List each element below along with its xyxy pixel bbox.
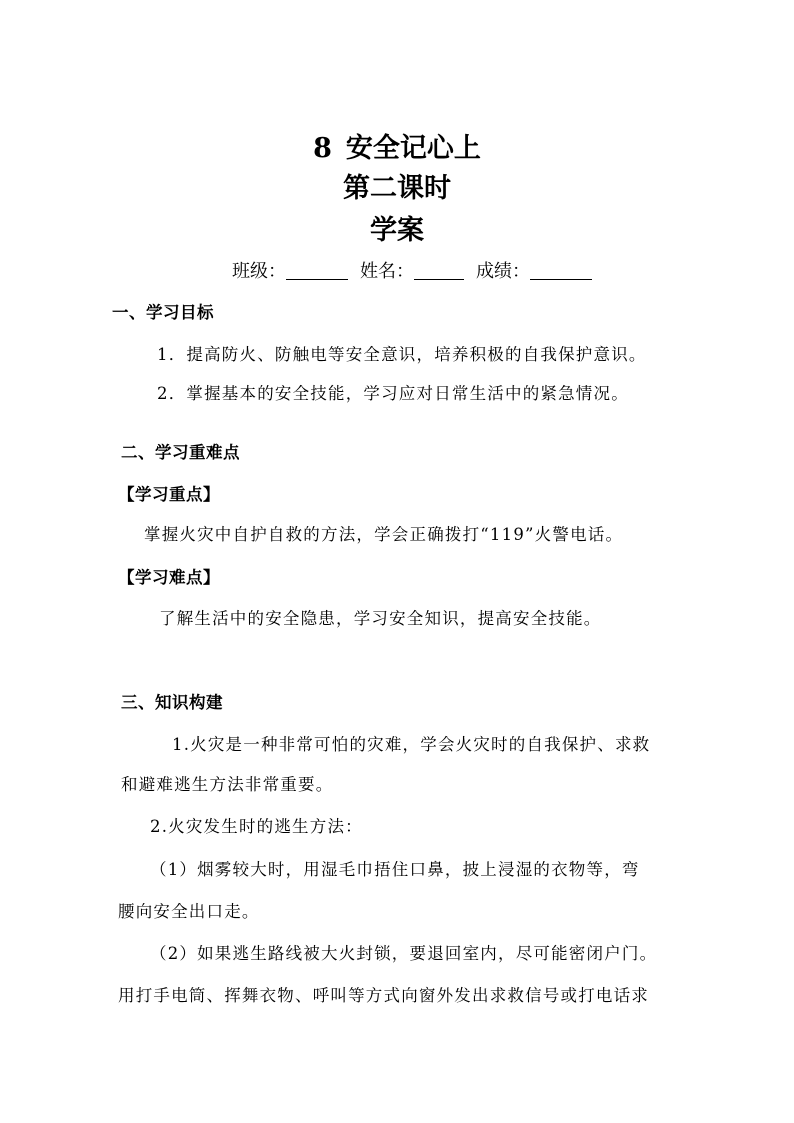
document-type: 学案 — [370, 215, 424, 246]
document-subtitle: 第二课时 — [343, 173, 451, 204]
score-blank-field[interactable] — [530, 261, 592, 280]
score-label: 成绩： — [476, 261, 530, 282]
difficult-point-label: 【学习难点】 — [118, 568, 220, 587]
class-blank-field[interactable] — [286, 261, 348, 280]
knowledge-paragraph-1-line-2: 和避难逃生方法非常重要。 — [121, 775, 334, 794]
knowledge-paragraph-3-line-1: （1）烟雾较大时，用湿毛巾捂住口鼻，披上浸湿的衣物等，弯 — [150, 860, 640, 879]
document-title — [0, 126, 794, 165]
knowledge-paragraph-4-line-2: 用打手电筒、挥舞衣物、呼叫等方式向窗外发出求救信号或打电话求 — [118, 986, 649, 1005]
knowledge-paragraph-2: 2.火灾发生时的逃生方法： — [150, 817, 363, 836]
knowledge-paragraph-1-line-1: 1.火灾是一种非常可怕的灾难，学会火灾时的自我保护、求救 — [172, 735, 651, 754]
section-heading-goals: 一、学习目标 — [112, 303, 214, 322]
section-heading-knowledge: 三、知识构建 — [121, 693, 223, 712]
name-blank-field[interactable] — [414, 261, 464, 280]
title-number: 8 — [313, 133, 332, 164]
title-text: 安全记心上 — [345, 133, 481, 164]
goal-item-2: 2．掌握基本的安全技能，学习应对日常生活中的紧急情况。 — [157, 384, 629, 403]
goal-item-1: 1．提高防火、防触电等安全意识，培养积极的自我保护意识。 — [157, 345, 647, 364]
key-point-text: 掌握火灾中自护自救的方法，学会正确拨打“119”火警电话。 — [144, 525, 624, 544]
name-label: 姓名： — [360, 261, 414, 282]
key-point-label: 【学习重点】 — [118, 485, 220, 504]
section-heading-key-points: 二、学习重难点 — [121, 443, 240, 462]
student-info-row — [232, 257, 592, 283]
difficult-point-text: 了解生活中的安全隐患，学习安全知识，提高安全技能。 — [159, 609, 602, 628]
knowledge-paragraph-4-line-1: （2）如果逃生路线被大火封锁，要退回室内，尽可能密闭户门。 — [150, 944, 658, 963]
class-label: 班级： — [232, 261, 286, 282]
knowledge-paragraph-3-line-2: 腰向安全出口走。 — [118, 902, 260, 921]
